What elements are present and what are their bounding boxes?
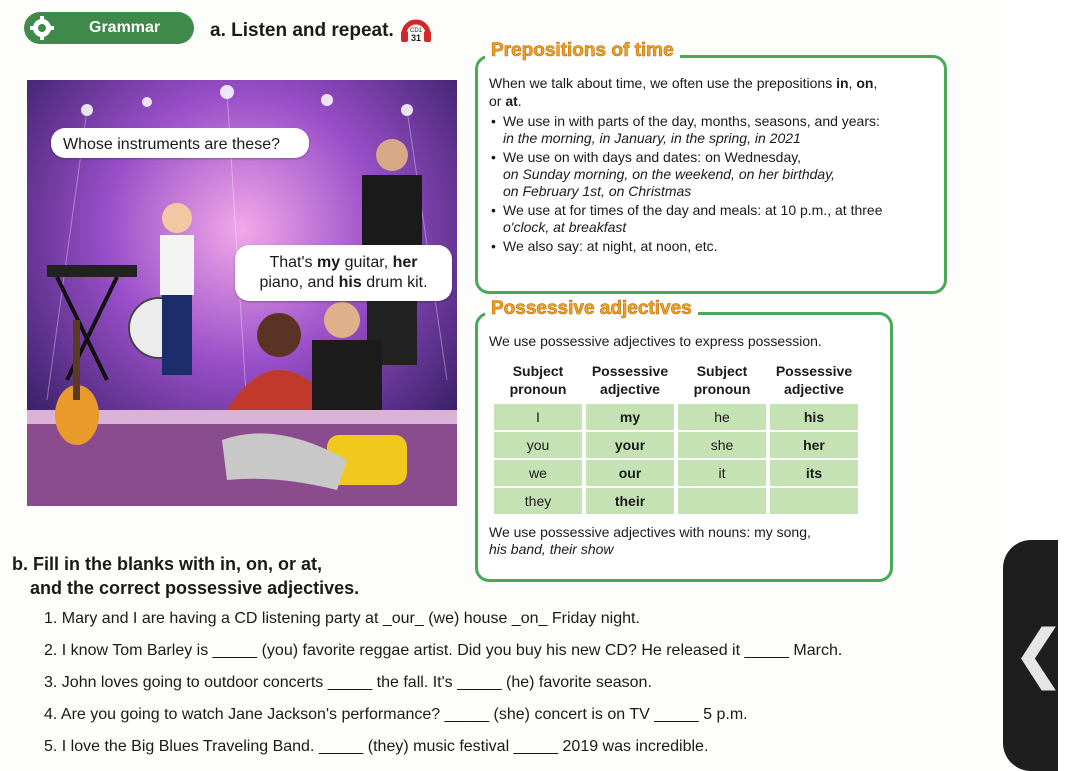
cd-track: 31 [410,33,422,43]
possessive-title: Possessive adjectives [485,298,698,320]
table-header: Subject pronoun [494,358,582,402]
table-header: Subject pronoun [678,358,766,402]
exercise-item-3: 3. John loves going to outdoor concerts _____ the fall. It's _____ (he) favorite season. [44,674,652,691]
prep-in: in [836,75,849,91]
table-cell: it [678,460,766,486]
prep-example-on-1: on Sunday morning, on the weekend, on her birthday, [503,166,836,182]
answer-text: piano, and [259,274,339,291]
table-cell: her [770,432,858,458]
speech-bubble-answer [235,245,452,301]
answer-text: drum kit. [361,274,428,291]
possessive-note-2: his band, their show [489,541,614,557]
table-cell [678,488,766,514]
table-header-row [494,358,858,402]
exercise-item-1: 1. Mary and I are having a CD listening party at _our_ (we) house _on_ Friday night. [44,610,640,627]
table-cell: its [770,460,858,486]
cd-label: CD1 [409,28,423,34]
exercise-item-4: 4. Are you going to watch Jane Jackson's performance? _____ (she) concert is on TV _____ 5 p.m. [44,706,748,723]
gear-icon [30,16,54,40]
exercise-b-line1: b. Fill in the blanks with in, on, or at, [12,554,323,574]
prep-example-on-2: on February 1st, on Christmas [503,183,692,199]
prep-on: on [856,75,874,91]
table-cell: my [586,404,674,430]
grammar-label: Grammar [89,19,161,36]
table-header: Possessive adjective [770,358,858,402]
prep-intro: When we talk about time, we often use the prepositions in, on, [489,75,878,91]
prep-intro-text: When we talk about time, we often use the prepositions [489,75,837,91]
grammar-badge [24,12,194,44]
prep-example-at: o'clock, at breakfast [503,219,627,235]
table-row [494,432,858,458]
table-row [494,460,858,486]
table-row [494,488,858,514]
prep-rule-at: • We use at for times of the day and meals: at 10 p.m., at three [503,202,883,219]
table-cell: we [494,460,582,486]
cd-audio-icon[interactable] [400,14,432,44]
answer-bold: his [338,274,362,291]
prep-rule-in: • We use in with parts of the day, months, seasons, and years: [503,113,880,130]
chevron-left-icon[interactable]: ❮ [1012,617,1066,691]
exercise-item-5: 5. I love the Big Blues Traveling Band. _____ (they) music festival _____ 2019 was incredible. [44,738,709,755]
exercise-item-2: 2. I know Tom Barley is _____ (you) favorite reggae artist. Did you buy his new CD? He released it _____ March. [44,642,843,659]
table-row [494,404,858,430]
table-header: Possessive adjective [586,358,674,402]
exercise-b-line2: and the correct possessive adjectives. [30,578,360,598]
table-cell: I [494,404,582,430]
prep-rule-also: • We also say: at night, at noon, etc. [503,238,718,255]
possessive-note-1: We use possessive adjectives with nouns: my song, [489,524,811,540]
prepositions-title: Prepositions of time [485,40,680,62]
answer-bold: her [392,254,418,271]
table-cell: he [678,404,766,430]
prep-example-in: in the morning, in January, in the spring, in 2021 [503,130,801,146]
table-cell: your [586,432,674,458]
prep-intro-text: or [489,93,506,109]
table-cell: you [494,432,582,458]
prep-rule-on: • We use on with days and dates: on Wednesday, [503,149,801,166]
prep-intro-2: or at. [489,93,522,109]
exercise-b-heading [12,552,359,600]
instruction-a: a. Listen and repeat. [210,20,394,41]
table-cell: his [770,404,858,430]
answer-text: That's [269,254,317,271]
table-cell: our [586,460,674,486]
possessive-table [490,356,862,516]
possessive-intro: We use possessive adjectives to express possession. [489,333,822,349]
prep-at: at [505,93,518,109]
table-cell: they [494,488,582,514]
table-cell [770,488,858,514]
table-cell: she [678,432,766,458]
answer-bold: my [317,254,341,271]
speech-bubble-question: Whose instruments are these? [51,128,309,158]
table-cell: their [586,488,674,514]
answer-text: guitar, [340,254,393,271]
